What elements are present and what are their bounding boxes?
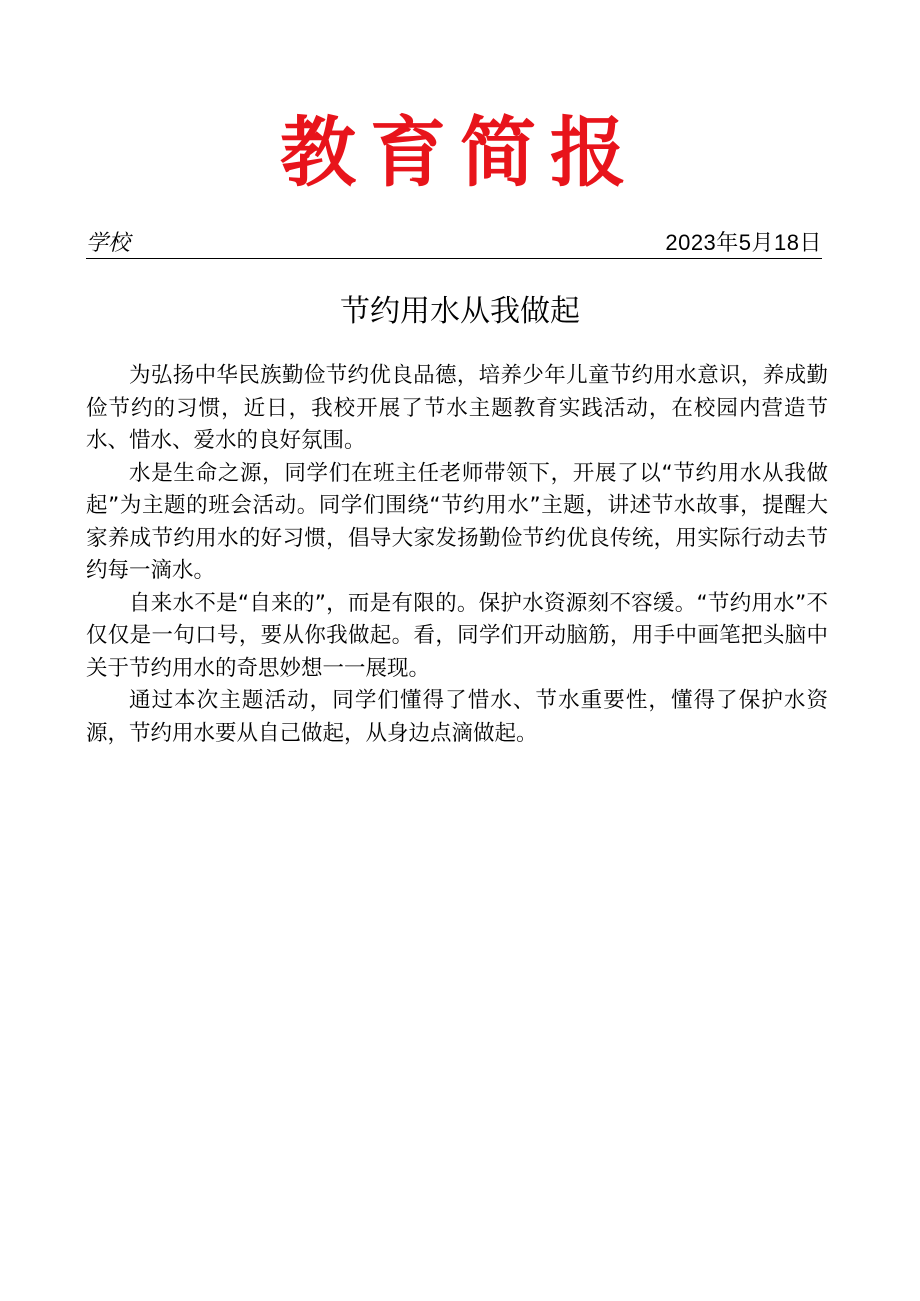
article-paragraph: 为弘扬中华民族勤俭节约优良品德，培养少年儿童节约用水意识，养成勤俭节约的习惯，近日，我校开展了节水主题教育实践活动，在校园内营造节水、惜水、爱水的良好氛围。 [86,363,828,453]
bulletin-masthead: 教育简报 [280,108,640,197]
article-title: 节约用水从我做起 [340,294,580,329]
school-date-line [86,228,822,259]
article-paragraph: 水是生命之源，同学们在班主任老师带领下，开展了以“节约用水从我做起”为主题的班会活动。同学们围绕“节约用水”主题，讲述节水故事，提醒大家养成节约用水的好习惯，倡导大家发扬勤俭节约优良传统，用实际行动去节约每一滴水。 [86,460,828,583]
article-paragraph: 自来水不是“自来的”，而是有限的。保护水资源刻不容缓。“节约用水”不仅仅是一句口号，要从你我做起。看，同学们开动脑筋，用手中画笔把头脑中关于节约用水的奇思妙想一一展现。 [86,590,828,681]
article-body [86,360,828,750]
school-label: 学校 [86,231,131,256]
issue-date: 2023年5月18日 [665,230,822,255]
article-paragraph: 通过本次主题活动，同学们懂得了惜水、节水重要性，懂得了保护水资源，节约用水要从自己做起，从身边点滴做起。 [86,688,828,746]
